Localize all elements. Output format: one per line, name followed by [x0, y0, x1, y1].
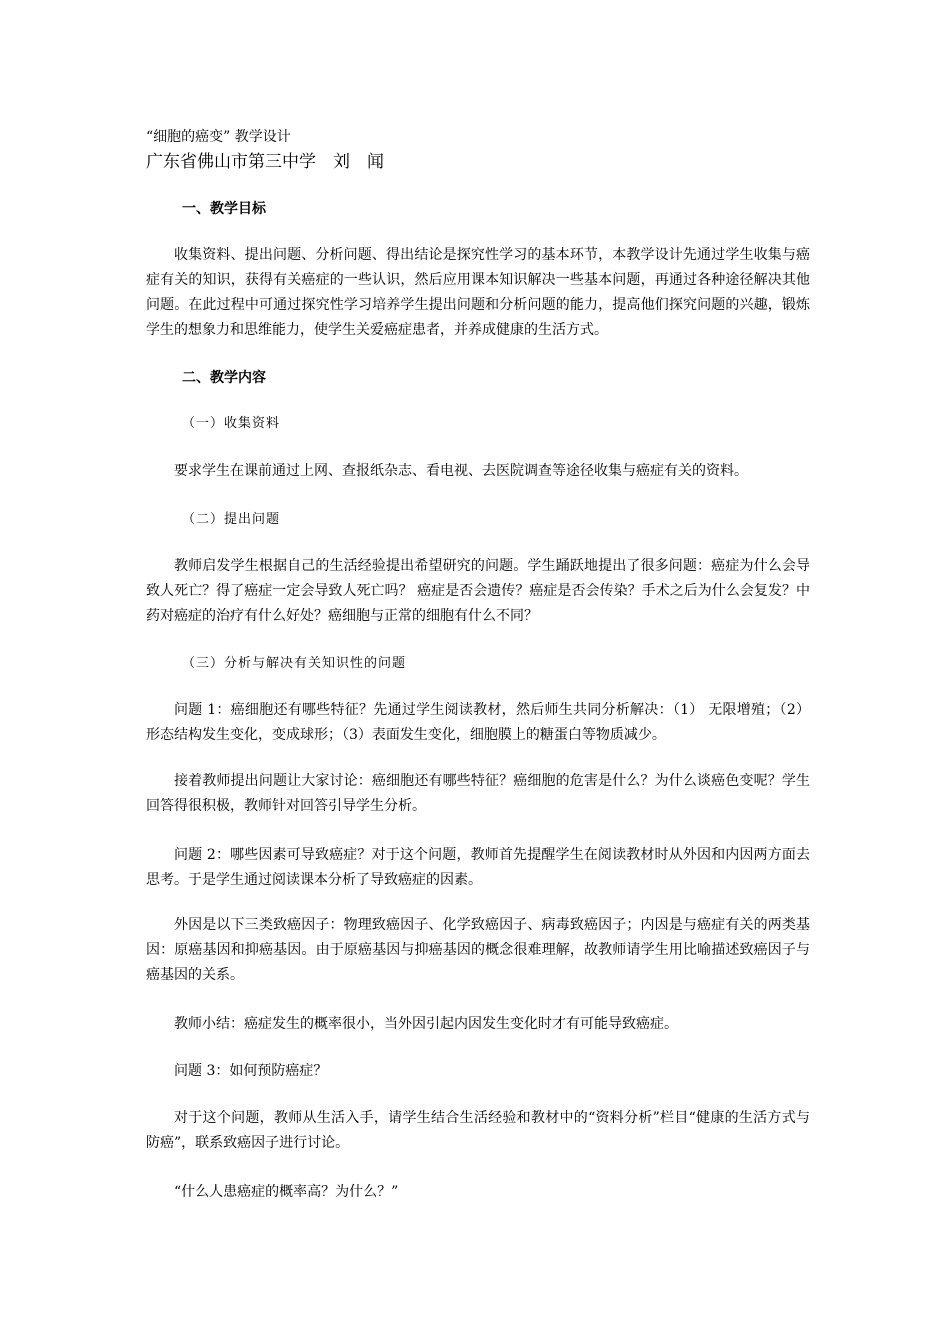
- question2-paragraph: 问题 2：哪些因素可导致癌症？对于这个问题，教师首先提醒学生在阅读教材时从外因和内因两方面去思考。于是学生通过阅读课本分析了导致癌症的因素。: [146, 847, 810, 888]
- subsection-heading-questions: （二）提出问题: [182, 512, 281, 527]
- objectives-paragraph: 收集资料、提出问题、分析问题、得出结论是探究性学习的基本环节，本教学设计先通过学生收集与癌症有关的知识，获得有关癌症的一些认识，然后应用课本知识解决一些基本问题，再通过各种途径解决其他问题。在此过程中可通过探究性学习培养学生提出问题和分析问题的能力，提高他们探究问题的兴趣，锻炼学生的想象力和思维能力，使学生关爱癌症患者，并养成健康的生活方式。: [146, 247, 810, 338]
- question3-paragraph: 问题 3：如何预防癌症？: [174, 1063, 328, 1079]
- document-title: “细胞的癌变” 教学设计: [146, 129, 291, 145]
- question1-paragraph: 问题 1：癌细胞还有哪些特征？先通过学生阅读教材，然后师生共同分析解决：（1） 无限增殖；（2）形态结构发生变化，变成球形；（3）表面发生变化，细胞膜上的糖蛋白等物质减少。: [146, 702, 810, 743]
- discussion-paragraph: 接着教师提出问题让大家讨论：癌细胞还有哪些特征？癌细胞的危害是什么？为什么谈癌色变呢？学生回答得很积极，教师针对回答引导学生分析。: [146, 773, 810, 814]
- section-heading-objectives: 一、教学目标: [182, 201, 266, 217]
- question3-detail-paragraph: 对于这个问题，教师从生活入手，请学生结合生活经验和教材中的“资料分析”栏目“健康的生活方式与防癌”，联系致癌因子进行讨论。: [146, 1110, 810, 1151]
- collect-paragraph: 要求学生在课前通过上网、查报纸杂志、看电视、去医院调查等途径收集与癌症有关的资料。: [174, 463, 748, 479]
- subsection-heading-collect: （一）收集资料: [182, 416, 281, 431]
- questions-paragraph: 教师启发学生根据自己的生活经验提出希望研究的问题。学生踊跃地提出了很多问题：癌症为什么会导致人死亡？得了癌症一定会导致人死亡吗？ 癌症是否会遗传？癌症是否会传染？手术之后为什么会复发？中药对癌症的治疗有什么好处？癌细胞与正常的细胞有什么不同？: [146, 558, 810, 624]
- factors-paragraph: 外因是以下三类致癌因子：物理致癌因子、化学致癌因子、病毒致癌因子；内因是与癌症有关的两类基因：原癌基因和抑癌基因。由于原癌基因与抑癌基因的概念很难理解，故教师请学生用比喻描述致癌因子与癌基因的关系。: [146, 917, 810, 983]
- section-heading-content: 二、教学内容: [182, 370, 266, 386]
- summary-paragraph: 教师小结：癌症发生的概率很小，当外因引起内因发生变化时才有可能导致癌症。: [174, 1016, 678, 1032]
- subsection-heading-analysis: （三）分析与解决有关知识性的问题: [182, 656, 407, 671]
- quote-paragraph: “什么人患癌症的概率高？为什么？”: [174, 1184, 399, 1200]
- document-author: 广东省佛山市第三中学 刘 闻: [146, 152, 384, 172]
